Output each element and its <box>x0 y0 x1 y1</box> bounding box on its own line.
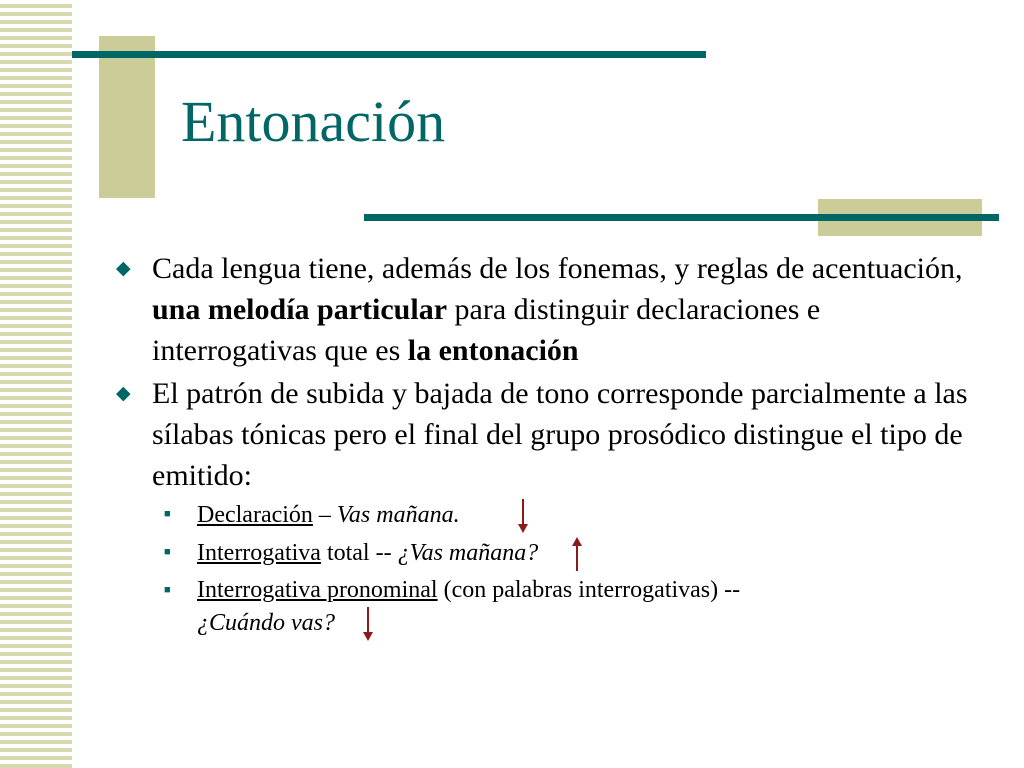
sub-bullet-3-term: Interrogativa pronominal <box>197 577 438 603</box>
slide-content <box>116 248 986 644</box>
sub-bullet-3-middle: (con palabras interrogativas) -- <box>437 577 741 603</box>
square-bullet-icon: ■ <box>164 546 171 558</box>
bullet-2-text: El patrón de subida y bajada de tono corresponde parcialmente a las sílabas tónicas pero el final del grupo prosódico distingue el tipo de emitido: <box>152 377 968 492</box>
sub-bullet-1-separator: – <box>312 502 337 528</box>
sub-bullet-item-1 <box>116 498 986 534</box>
decorative-top-line <box>72 51 706 58</box>
sub-bullet-item-3 <box>116 574 986 642</box>
slide-title: Entonación <box>181 89 446 154</box>
bullet-1-text-1: Cada lengua tiene, además de los fonemas, y reglas de acentuación, <box>152 252 963 285</box>
up-arrow-icon <box>568 536 586 572</box>
sub-bullet-3-example: ¿Cuándo vas? <box>197 610 335 636</box>
square-bullet-icon: ■ <box>164 508 171 520</box>
sub-bullet-1-term: Declaración <box>197 502 313 528</box>
bullet-item-2 <box>116 373 986 496</box>
sub-bullet-2-term: Interrogativa <box>197 540 321 566</box>
sub-bullet-2-example: ¿Vas mañana? <box>397 540 539 566</box>
diamond-bullet-icon: ◆ <box>116 383 131 404</box>
diamond-bullet-icon: ◆ <box>116 258 131 279</box>
square-bullet-icon: ■ <box>164 584 171 596</box>
bullet-1-bold-1: una melodía particular <box>152 293 448 326</box>
bullet-1-text-2: para distinguir declaraciones e interrogativas que es <box>152 293 821 367</box>
decorative-stripe-band <box>0 0 72 768</box>
decorative-bottom-line <box>364 214 999 221</box>
down-arrow-icon <box>514 498 532 534</box>
bullet-item-1 <box>116 248 986 371</box>
sub-bullet-1-example: Vas mañana. <box>336 502 460 528</box>
sub-bullet-item-2 <box>116 536 986 572</box>
bullet-1-bold-2: la entonación <box>407 334 579 367</box>
down-arrow-icon <box>359 606 377 642</box>
sub-bullet-2-middle: total -- <box>320 540 398 566</box>
decorative-title-block <box>99 36 155 198</box>
